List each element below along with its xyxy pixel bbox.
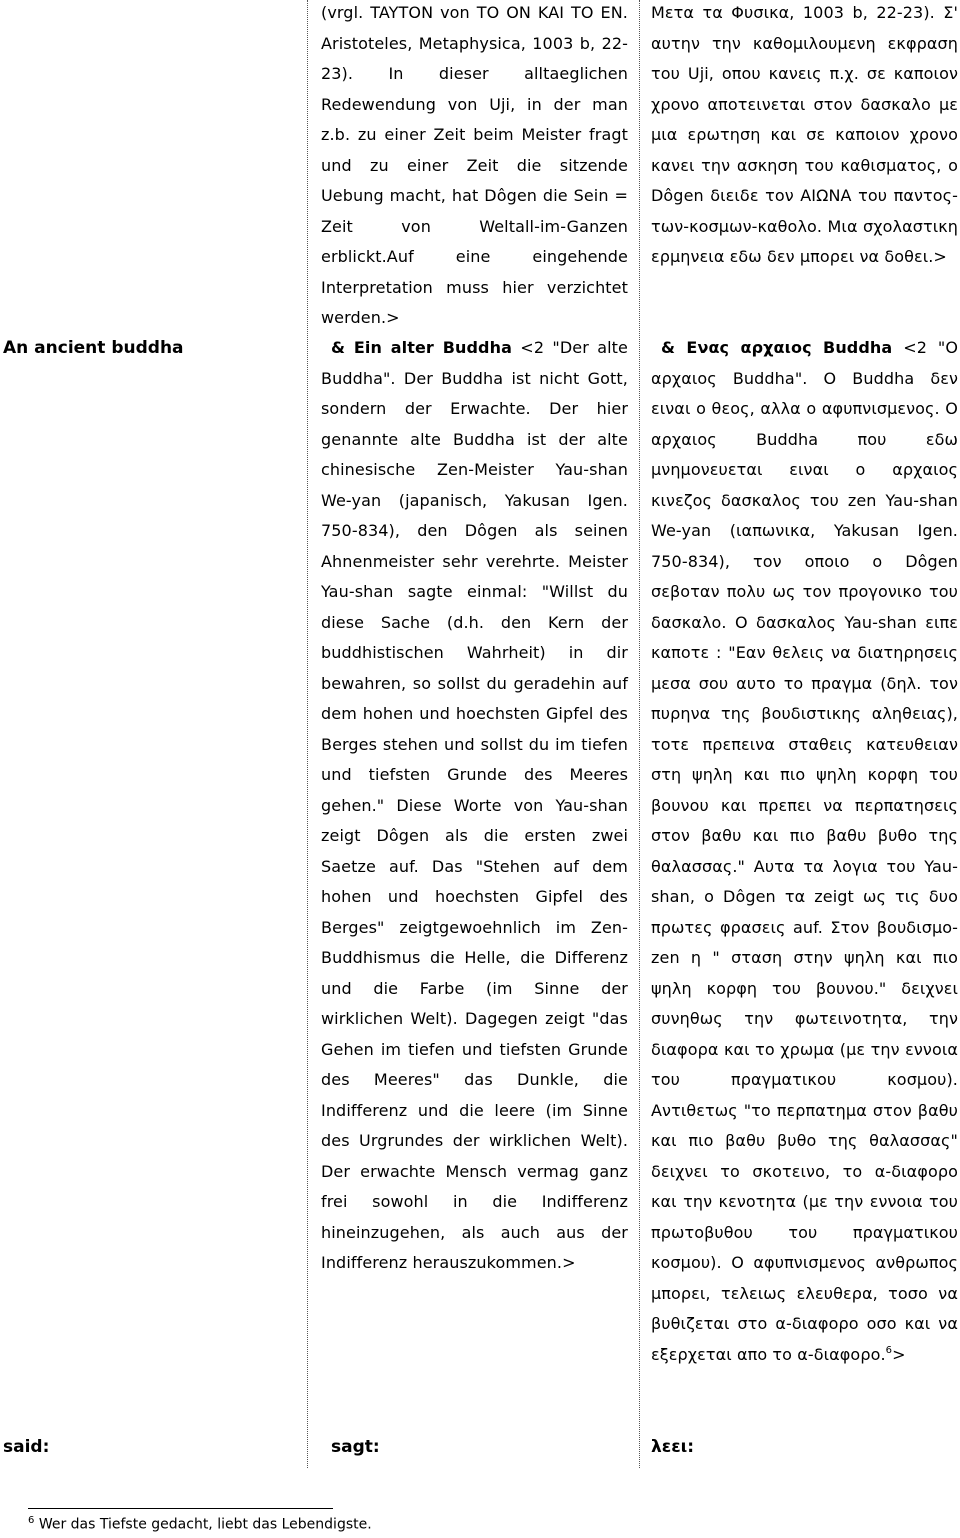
footnote-mark: 6 xyxy=(28,1515,35,1526)
footnote-rule xyxy=(28,1508,333,1509)
greek-said-label: λεει: xyxy=(651,1437,695,1457)
footnote-reference: 6 xyxy=(885,1344,893,1356)
english-heading: An ancient buddha xyxy=(3,338,184,358)
german-main-paragraph xyxy=(321,333,628,1279)
column-divider-left xyxy=(307,0,308,1468)
german-intro-paragraph: (vrgl. TAYTON von TO ON KAI TO EN. Aristoteles, Metaphysica, 1003 b, 22-23). In dieser alltaeglichen Redewendung von Uji, in der man z.b. zu einer Zeit beim Meister fragt und zu einer Zeit die sitzende Uebung macht, hat Dôgen die Sein = Zeit von Weltall-im-Ganzen erblickt.Auf eine eingehende Interpretation muss hier verzichtet werden.> xyxy=(321,3,628,327)
greek-body: <2 "O αρχαιος Buddha". O Buddha δεν ειναι ο θεος, αλλα ο αφυπνισμενος. O αρχαιος Buddha που εδω μνημονευεται ειναι ο αρχαιος κινεζος δασκαλος του zen Yau-shan We-yan (ιαπωνικα, Yakusan Igen. 750-834), τον οποιο ο Dôgen σεβοταν πολυ ως τον προγονικο του δασκαλο. O δασκαλος Yau-shan ειπε καποτε : "Εαν θελεις να διατηρησεις μεσα σου αυτο το πραγμα (δηλ. τον πυρηνα της βουδιστικης αληθειας), τοτε πρεπεινα σταθεις κατευθειαν στη ψηλη και πιο ψηλη κορφη του βουνου και πρεπει να περπατησεις στον βαθυ και πιο βαθυ βυθο της θαλασσας." Αυτα τα λογια του Yau-shan, o Dôgen τα zeigt ως τις δυο πρωτες φρασεις auf. Στον βουδισμο-zen η " σταση στην ψηλη και πιο ψηλη κορφη του βουνου." δειχνει συνηθως την φωτεινοτητα, την διαφορα και το χρωμα (με την εννοια του πραγματικου κοσμου). Αντιθετως "το περπατημα στον βαθυ και πιο βαθυ βυθο της θαλασσας" δειχνει το σκοτεινο, το α-διαφορο και την κενοτητα (με την εννοια του πρωτοβυθου του πραγματικου κοσμου). O αφυπνισμενος ανθρωπος μπορει, τελειως ελευθερα, τοσο να βυθιζεται στο α-διαφορο οσο και να εξερχεται απο το α-διαφορο. xyxy=(651,338,959,1364)
footnote xyxy=(28,1515,372,1533)
greek-intro-paragraph: Μετα τα Φυσικα, 1003 b, 22-23). Σ' αυτην την καθομιλουμενη εκφραση του Uji, οπου κανεις π.χ. σε καποιον χρονο αποτεινεται στον δασκαλο με μια ερωτηση και σε καποιον χρονο κανει την ασκηση του καθισματος, ο Dôgen διειδε τον ΑΙΩΝΑ του παντος-των-κοσμων-καθολο. Μια σχολαστικη ερμηνεια εδω δεν μπορει να δοθει.> xyxy=(651,3,958,266)
greek-end-mark: > xyxy=(892,1344,906,1364)
greek-main-paragraph xyxy=(651,333,958,1370)
english-said-label: said: xyxy=(3,1437,50,1457)
column-divider-right xyxy=(639,0,640,1468)
german-heading: & Ein alter Buddha xyxy=(331,338,512,357)
german-body: <2 "Der alte Buddha". Der Buddha ist nicht Gott, sondern der Erwachte. Der hier genannte alte Buddha ist der alte chinesische Zen-Meister Yau-shan We-yan (japanisch, Yakusan Igen. 750-834), den Dôgen als seinen Ahnenmeister sehr verehrte. Meister Yau-shan sagte einmal: "Willst du diese Sache (d.h. den Kern der buddhistischen Wahrheit) in dir bewahren, so sollst du geradehin auf dem hohen und hoechsten Gipfel des Berges stehen und sollst du im tiefen und tiefsten Grunde des Meeres gehen." Diese Worte von Yau-shan zeigt Dôgen als die ersten zwei Saetze auf. Das "Stehen auf dem hohen und hoechsten Gipfel des Berges" zeigtgewoehnlich im Zen-Buddhismus die Helle, die Differenz und die Farbe (im Sinne der wirklichen Welt). Dagegen zeigt "das Gehen im tiefen und tiefsten Grunde des Meeres" das Dunkle, die Indifferenz und die leere (im Sinne des Urgrundes der wirklichen Welt). Der erwachte Mensch vermag ganz frei sowohl in die Indifferenz hineinzugehen, als auch aus der Indifferenz herauszukommen.> xyxy=(321,338,628,1272)
greek-heading: & Ενας αρχαιος Buddha xyxy=(661,338,893,357)
german-said-label: sagt: xyxy=(331,1437,380,1457)
footnote-text: Wer das Tiefste gedacht, liebt das Lebendigste. xyxy=(34,1516,372,1533)
